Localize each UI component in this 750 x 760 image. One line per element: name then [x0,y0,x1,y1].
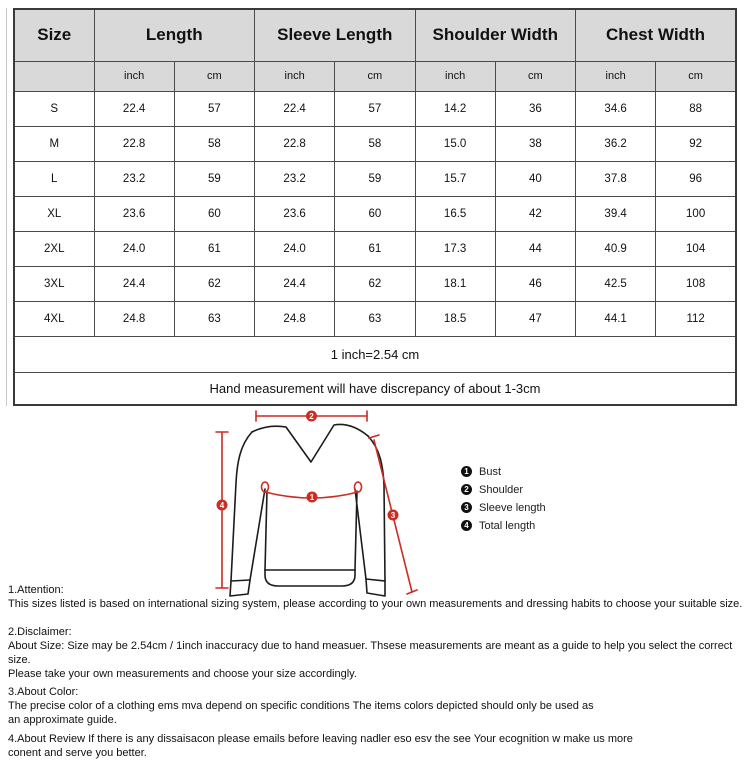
legend-label: Bust [479,465,502,478]
cell: 40 [495,161,575,196]
cell: 23.6 [94,196,174,231]
cell: 18.1 [415,266,495,301]
legend-bullet-3: 3 [461,502,472,513]
cell: 40.9 [576,231,656,266]
header-chest-width: Chest Width [576,9,737,61]
cell: 60 [174,196,254,231]
unit-cell: cm [495,61,575,91]
cell: 16.5 [415,196,495,231]
cell: 96 [656,161,736,196]
table-row [14,231,736,266]
note-disclaimer-text-1: About Size: Size may be 2.54cm / 1inch inaccuracy due to hand measuer. Thsese measurements are meant as a guide to help you select the correct size. [8,640,733,666]
cell: 61 [174,231,254,266]
cell: 108 [656,266,736,301]
cell: 36.2 [576,126,656,161]
cell: 37.8 [576,161,656,196]
legend-item-total-length [461,517,546,534]
header-size: Size [14,9,94,61]
measurement-note-row [14,372,736,405]
cell: 42 [495,196,575,231]
cell: 24.4 [255,266,335,301]
table-row [14,196,736,231]
legend-bullet-2: 2 [461,484,472,495]
table-row [14,266,736,301]
measurement-note: Hand measurement will have discrepancy of about 1-3cm [14,372,736,405]
units-empty-cell [14,61,94,91]
cell: 22.4 [255,91,335,126]
note-about-review [8,732,748,760]
unit-cell: cm [174,61,254,91]
cell: 58 [174,126,254,161]
header-sleeve-length: Sleeve Length [255,9,416,61]
cell: 14.2 [415,91,495,126]
size-label: S [14,91,94,126]
sweater-measurement-diagram [190,405,480,610]
cell: 60 [335,196,415,231]
note-about-review-text-2: conent and serve you better. [8,747,147,759]
cell: 38 [495,126,575,161]
cell: 58 [335,126,415,161]
cell: 17.3 [415,231,495,266]
conversion-note: 1 inch=2.54 cm [14,336,736,372]
cell: 24.8 [94,301,174,336]
size-label: 2XL [14,231,94,266]
table-row [14,161,736,196]
cell: 62 [335,266,415,301]
cell: 39.4 [576,196,656,231]
header-shoulder-width: Shoulder Width [415,9,576,61]
edge-hairline [6,8,7,406]
unit-cell: cm [656,61,736,91]
marker-3: 3 [390,510,396,520]
note-about-review-title: 4.About Review [8,733,86,745]
size-label: 3XL [14,266,94,301]
legend-item-shoulder [461,481,546,498]
legend-bullet-4: 4 [461,520,472,531]
note-about-review-line-1 [8,732,748,746]
conversion-note-row [14,336,736,372]
cell: 47 [495,301,575,336]
cell: 44.1 [576,301,656,336]
marker-4: 4 [219,500,225,510]
legend-label: Total length [479,519,536,532]
legend-label: Shoulder [479,483,524,496]
unit-cell: inch [255,61,335,91]
unit-cell: inch [94,61,174,91]
note-about-review-text-1: If there is any dissaisacon please emails before leaving nadler eso esv the see Your ecognition w make us more [88,733,633,745]
table-row [14,91,736,126]
cell: 24.4 [94,266,174,301]
cell: 92 [656,126,736,161]
legend-label: Sleeve length [479,501,546,514]
legend-item-sleeve-length [461,499,546,516]
marker-2: 2 [309,411,314,421]
cell: 61 [335,231,415,266]
size-label: 4XL [14,301,94,336]
note-about-color-text-1: The precise color of a clothing ems mva depend on specific conditions The items colors depicted should only be used as [8,700,594,712]
cell: 15.7 [415,161,495,196]
size-label: M [14,126,94,161]
legend-item-bust [461,463,546,480]
cell: 59 [335,161,415,196]
note-disclaimer-text-2: Please take your own measurements and choose your size accordingly. [8,668,357,680]
unit-cell: inch [415,61,495,91]
cell: 22.8 [94,126,174,161]
cell: 23.2 [255,161,335,196]
cell: 59 [174,161,254,196]
cell: 24.8 [255,301,335,336]
table-header-row [14,9,736,61]
cell: 57 [335,91,415,126]
size-label: L [14,161,94,196]
note-about-color-title: 3.About Color: [8,686,79,698]
table-units-row [14,61,736,91]
legend-bullet-1: 1 [461,466,472,477]
diagram-legend [461,463,546,535]
cell: 22.4 [94,91,174,126]
note-attention [8,583,748,611]
cell: 18.5 [415,301,495,336]
note-about-color [8,685,748,727]
marker-1: 1 [309,492,315,502]
cell: 46 [495,266,575,301]
table-row [14,301,736,336]
cell: 62 [174,266,254,301]
cell: 88 [656,91,736,126]
header-length: Length [94,9,255,61]
cell: 63 [335,301,415,336]
cell: 63 [174,301,254,336]
unit-cell: inch [576,61,656,91]
cell: 57 [174,91,254,126]
cell: 42.5 [576,266,656,301]
notes-section [8,583,748,760]
measurement-markers [217,411,399,521]
cell: 22.8 [255,126,335,161]
cell: 100 [656,196,736,231]
table-row [14,126,736,161]
cell: 24.0 [94,231,174,266]
note-disclaimer-title: 2.Disclaimer: [8,626,72,638]
note-attention-title: 1.Attention: [8,584,64,596]
sweater-outline [230,424,385,596]
unit-cell: cm [335,61,415,91]
note-disclaimer [8,625,748,681]
cell: 23.2 [94,161,174,196]
cell: 24.0 [255,231,335,266]
cell: 15.0 [415,126,495,161]
size-table [13,8,737,406]
cell: 23.6 [255,196,335,231]
cell: 112 [656,301,736,336]
cell: 104 [656,231,736,266]
cell: 34.6 [576,91,656,126]
note-attention-text: This sizes listed is based on international sizing system, please according to your own measurements and dressing habits to choose your suitable size. [8,598,743,610]
note-about-color-text-2: an approximate guide. [8,714,117,726]
cell: 44 [495,231,575,266]
size-label: XL [14,196,94,231]
cell: 36 [495,91,575,126]
